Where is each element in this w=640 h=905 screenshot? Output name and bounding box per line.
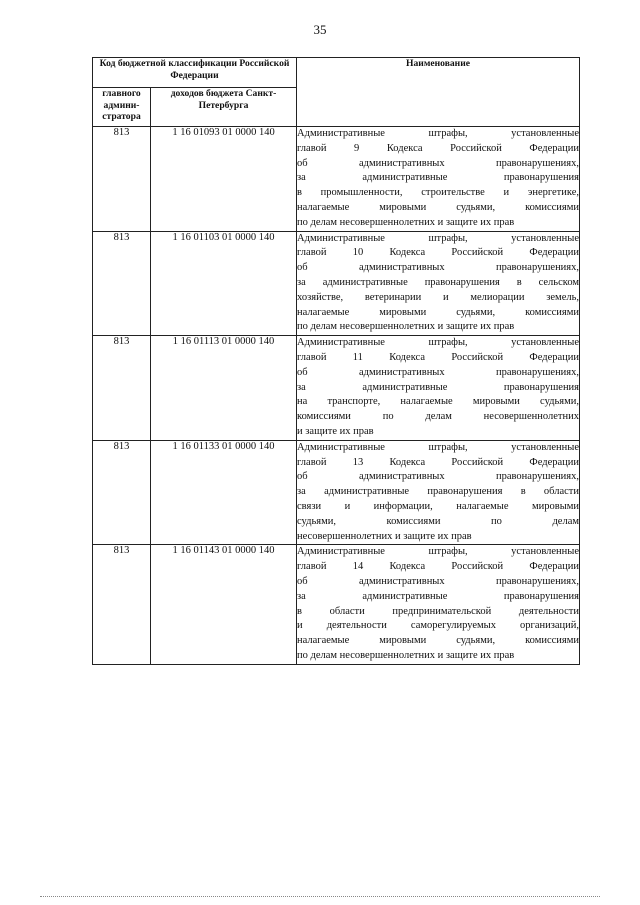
- revenue-name: [297, 440, 580, 545]
- table-row: [93, 545, 580, 664]
- name-line: налагаемые мировыми судьями, комиссиями: [297, 306, 580, 318]
- name-line: за административные правонарушения: [297, 381, 580, 393]
- revenue-name: [297, 336, 580, 441]
- header-classification-code: Код бюджетной классификации Российской Федерации: [93, 58, 297, 88]
- name-line: по делам несовершеннолетних и защите их прав: [297, 216, 515, 228]
- budget-classification-table: [92, 57, 580, 665]
- name-line: главой 9 Кодекса Российской Федерации: [297, 142, 580, 154]
- name-line: налагаемые мировыми судьями, комиссиями: [297, 201, 580, 213]
- name-line: за административные правонарушения: [297, 172, 580, 184]
- name-line: Административные штрафы, установленные: [297, 128, 580, 139]
- name-line: об административных правонарушениях,: [297, 366, 580, 378]
- name-line: в области предпринимательской деятельности: [297, 605, 580, 617]
- header-revenue-code: доходов бюджета Санкт-Петербурга: [151, 88, 297, 127]
- name-line: по делам несовершеннолетних и защите их прав: [297, 321, 515, 333]
- table-row: [93, 231, 580, 336]
- name-line: связи и информации, налагаемые мировыми: [297, 500, 580, 512]
- name-line: судьями, комиссиями по делам: [297, 515, 580, 527]
- main-administrator-code: 813: [93, 231, 151, 336]
- name-line: несовершеннолетних и защите их прав: [297, 530, 472, 542]
- name-line: главой 11 Кодекса Российской Федерации: [297, 351, 580, 363]
- name-line: об административных правонарушениях,: [297, 471, 580, 483]
- name-line: и деятельности саморегулируемых организаций,: [297, 620, 580, 632]
- revenue-name: [297, 127, 580, 232]
- revenue-name: [297, 231, 580, 336]
- name-line: и защите их прав: [297, 425, 374, 437]
- name-line: Административные штрафы, установленные: [297, 232, 580, 244]
- name-line: по делам несовершеннолетних и защите их прав: [297, 649, 515, 661]
- scan-edge-line: [40, 896, 600, 897]
- revenue-name: [297, 545, 580, 664]
- table-row: [93, 440, 580, 545]
- header-main-administrator: главного админи-стратора: [93, 88, 151, 127]
- revenue-classification-code: 1 16 01113 01 0000 140: [151, 336, 297, 441]
- header-name: Наименование: [297, 58, 580, 127]
- main-administrator-code: 813: [93, 440, 151, 545]
- main-administrator-code: 813: [93, 336, 151, 441]
- name-line: хозяйстве, ветеринарии и мелиорации земель,: [297, 291, 580, 303]
- name-line: Административные штрафы, установленные: [297, 337, 580, 349]
- name-line: об административных правонарушениях,: [297, 157, 580, 169]
- name-line: Административные штрафы, установленные: [297, 546, 580, 558]
- revenue-classification-code: 1 16 01133 01 0000 140: [151, 440, 297, 545]
- name-line: главой 13 Кодекса Российской Федерации: [297, 456, 580, 468]
- name-line: за административные правонарушения: [297, 590, 580, 602]
- name-line: главой 14 Кодекса Российской Федерации: [297, 561, 580, 573]
- page-number: 35: [313, 22, 327, 37]
- name-line: на транспорте, налагаемые мировыми судьями,: [297, 396, 580, 408]
- name-line: об административных правонарушениях,: [297, 575, 580, 587]
- name-line: Административные штрафы, установленные: [297, 441, 580, 453]
- revenue-classification-code: 1 16 01093 01 0000 140: [151, 127, 297, 232]
- name-line: главой 10 Кодекса Российской Федерации: [297, 247, 580, 259]
- main-administrator-code: 813: [93, 127, 151, 232]
- name-line: за административные правонарушения в области: [297, 486, 580, 498]
- main-administrator-code: 813: [93, 545, 151, 664]
- name-line: за административные правонарушения в сельском: [297, 276, 580, 288]
- revenue-classification-code: 1 16 01143 01 0000 140: [151, 545, 297, 664]
- revenue-classification-code: 1 16 01103 01 0000 140: [151, 231, 297, 336]
- table-row: [93, 127, 580, 232]
- name-line: налагаемые мировыми судьями, комиссиями: [297, 635, 580, 647]
- name-line: комиссиями по делам несовершеннолетних: [297, 411, 580, 423]
- name-line: об административных правонарушениях,: [297, 262, 580, 274]
- table-row: [93, 336, 580, 441]
- name-line: в промышленности, строительстве и энергетике,: [297, 187, 580, 199]
